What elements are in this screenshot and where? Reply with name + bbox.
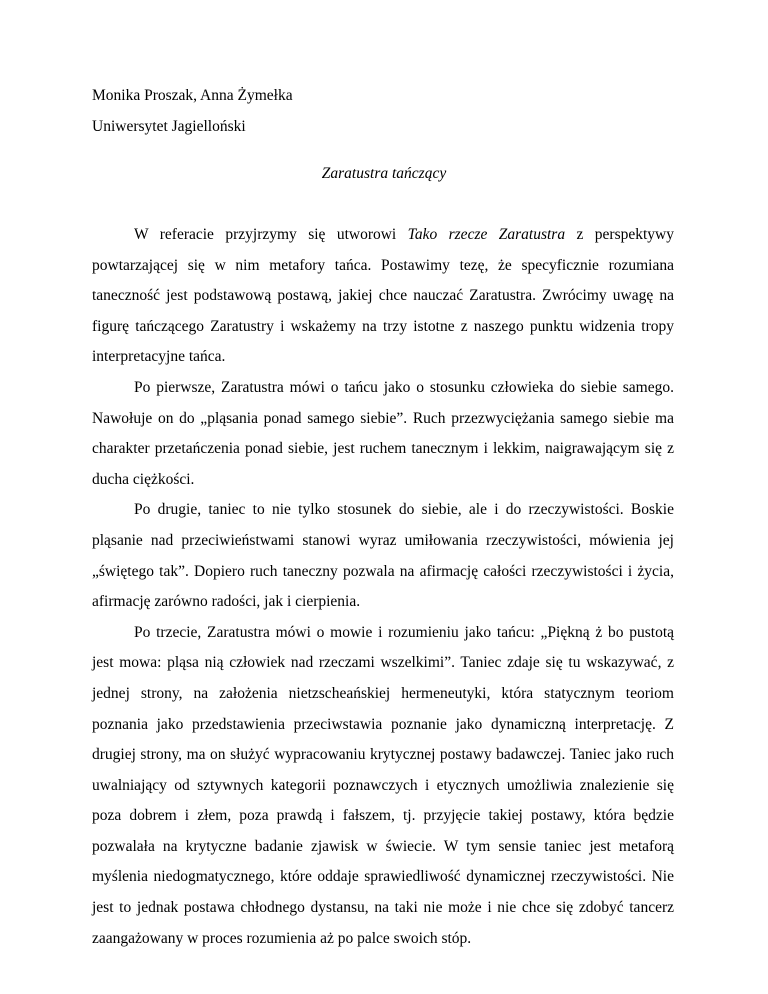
- paragraph-intro-rest: z perspektywy powtarzającej się w nim metafory tańca. Postawimy tezę, że specyficznie rozumiana taneczność jest podstawową postawą, jakiej chce nauczać Zaratustra. Zwrócimy uwagę na figurę tańczącego Zaratustry i wskażemy na trzy istotne z naszego punktu widzenia tropy interpretacyjne tańca.: [92, 226, 674, 366]
- paragraph-intro-start: W referacie przyjrzymy się utworowi: [134, 226, 408, 243]
- authors-line: Monika Proszak, Anna Żymełka: [92, 87, 293, 104]
- paragraph-first-point: Po pierwsze, Zaratustra mówi o tańcu jako o stosunku człowieka do siebie samego. Nawołuje on do „pląsania ponad samego siebie”. Ruch przezwyciężania samego siebie ma charakter przetańczenia ponad siebie, jest ruchem tanecznym i lekkim, naigrawającym się z ducha ciężkości.: [92, 378, 674, 488]
- document-title: Zaratustra tańczący: [321, 165, 447, 182]
- paragraph-third-point: Po trzecie, Zaratustra mówi o mowie i rozumieniu jako tańcu: „Piękną ż bo pustotą jest mowa: pląsa nią człowiek nad rzeczami wszelkimi”. Taniec zdaje się tu wskazywać, z jednej strony, na założenia nietzscheańskiej hermeneutyki, która statycznym teoriom poznania jako przedstawienia przeciwstawia poznanie jako dynamiczną interpretację. Z drugiej strony, ma on służyć wypracowaniu krytycznej postawy badawczej. Taniec jako ruch uwalniający od sztywnych kategorii poznawczych i etycznych umożliwia znalezienie się poza dobrem i złem, poza prawdą i fałszem, tj. przyjęcie takiej postawy, która będzie pozwalała na krytyczne badanie zjawisk w świecie. W tym sensie taniec jest metaforą myślenia niedogmatycznego, które oddaje sprawiedliwość dynamicznej rzeczywistości. Nie jest to jednak postawa chłodnego dystansu, na taki nie może i nie chce się zdobyć tancerz zaangażowany w proces rozumienia aż po palce swoich stóp.: [92, 623, 674, 947]
- paragraph-intro: [92, 220, 674, 373]
- document-body: [92, 220, 674, 954]
- paragraph-second-point: Po drugie, taniec to nie tylko stosunek do siebie, ale i do rzeczywistości. Boskie pląsanie nad przeciwieństwami stanowi wyraz umiłowania rzeczywistości, mówienia jej „świętego tak”. Dopiero ruch taneczny pozwala na afirmację całości rzeczywistości i życia, afirmację zarówno radości, jak i cierpienia.: [92, 501, 674, 611]
- book-title-italic: Tako rzecze Zaratustra: [407, 226, 566, 243]
- affiliation-line: Uniwersytet Jagielloński: [92, 118, 246, 135]
